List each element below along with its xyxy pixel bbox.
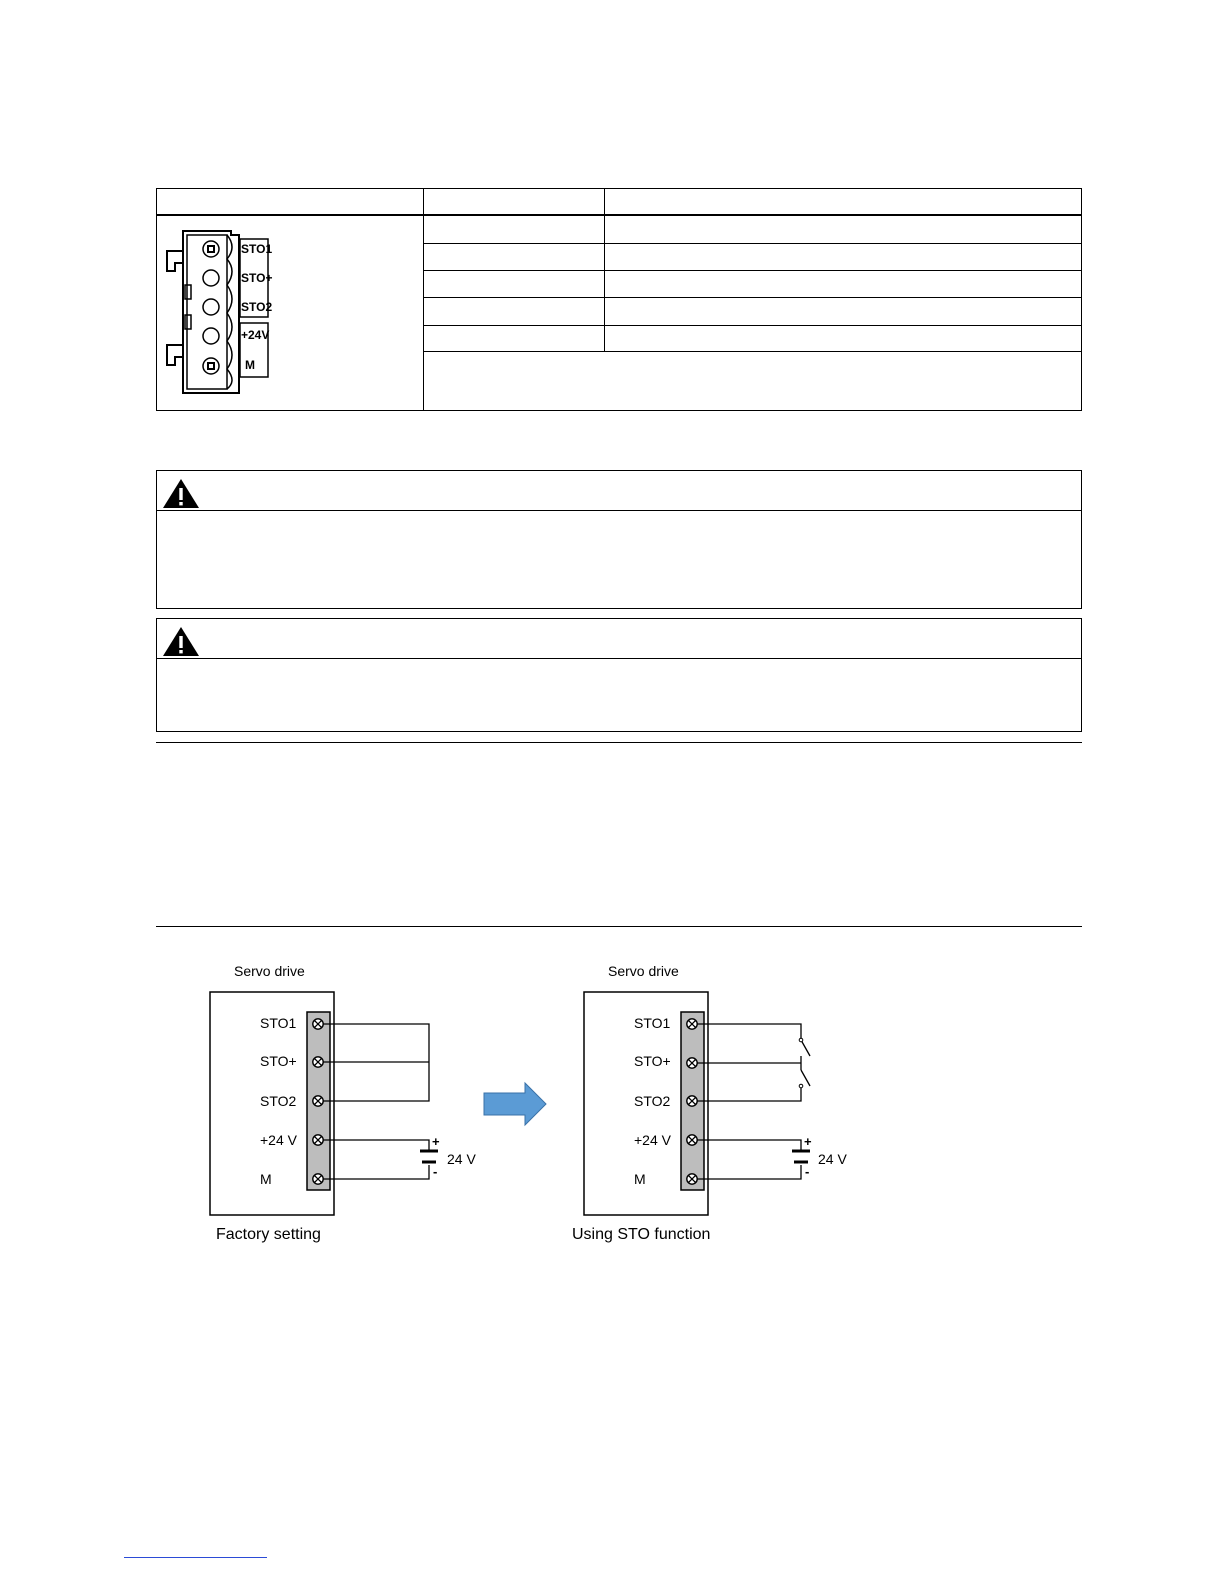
- right-plus-sign: +: [804, 1134, 812, 1149]
- left-terminal-sto-plus: STO+: [260, 1053, 297, 1069]
- pin-assignment-table: [156, 188, 1082, 411]
- connector-label-sto-plus: STO+: [241, 271, 273, 285]
- connector-label-24v: +24V: [241, 328, 270, 342]
- right-arrow-icon: [484, 1083, 546, 1125]
- right-caption: Using STO function: [572, 1226, 711, 1243]
- left-terminal-m: M: [260, 1171, 272, 1187]
- footer-link-underline[interactable]: [124, 1557, 267, 1558]
- sto-connector-image: [161, 227, 281, 399]
- warning-box-2: [156, 618, 1082, 732]
- connector-label-sto1: STO1: [241, 242, 273, 256]
- right-terminal-24v: +24 V: [634, 1132, 671, 1148]
- note-top-rule: [156, 742, 1082, 743]
- right-supply-label: 24 V: [818, 1151, 847, 1167]
- left-terminal-sto2: STO2: [260, 1093, 297, 1109]
- note-bottom-rule: [156, 926, 1082, 927]
- warning-box-1: [156, 470, 1082, 609]
- table-header-row: [157, 189, 1081, 216]
- left-terminal-sto1: STO1: [260, 1015, 297, 1031]
- right-drive-title: Servo drive: [608, 963, 679, 979]
- factory-setting-diagram: [210, 963, 476, 1243]
- right-terminal-sto1: STO1: [634, 1015, 671, 1031]
- warning-header: [157, 619, 1081, 659]
- left-supply-label: 24 V: [447, 1151, 476, 1167]
- right-terminal-sto2: STO2: [634, 1093, 671, 1109]
- left-caption: Factory setting: [216, 1226, 321, 1243]
- warning-triangle-icon: [162, 625, 200, 657]
- connector-label-sto2: STO2: [241, 300, 273, 314]
- left-plus-sign: +: [432, 1134, 440, 1149]
- warning-triangle-icon: [162, 477, 200, 509]
- left-drive-title: Servo drive: [234, 963, 305, 979]
- left-terminal-24v: +24 V: [260, 1132, 297, 1148]
- warning-header: [157, 471, 1081, 511]
- right-minus-sign: -: [805, 1164, 810, 1179]
- sto-wiring-diagram: [0, 950, 1224, 1260]
- right-terminal-m: M: [634, 1171, 646, 1187]
- left-minus-sign: -: [433, 1164, 438, 1179]
- connector-label-m: M: [245, 358, 255, 372]
- right-terminal-sto-plus: STO+: [634, 1053, 671, 1069]
- using-sto-function-diagram: [572, 963, 847, 1243]
